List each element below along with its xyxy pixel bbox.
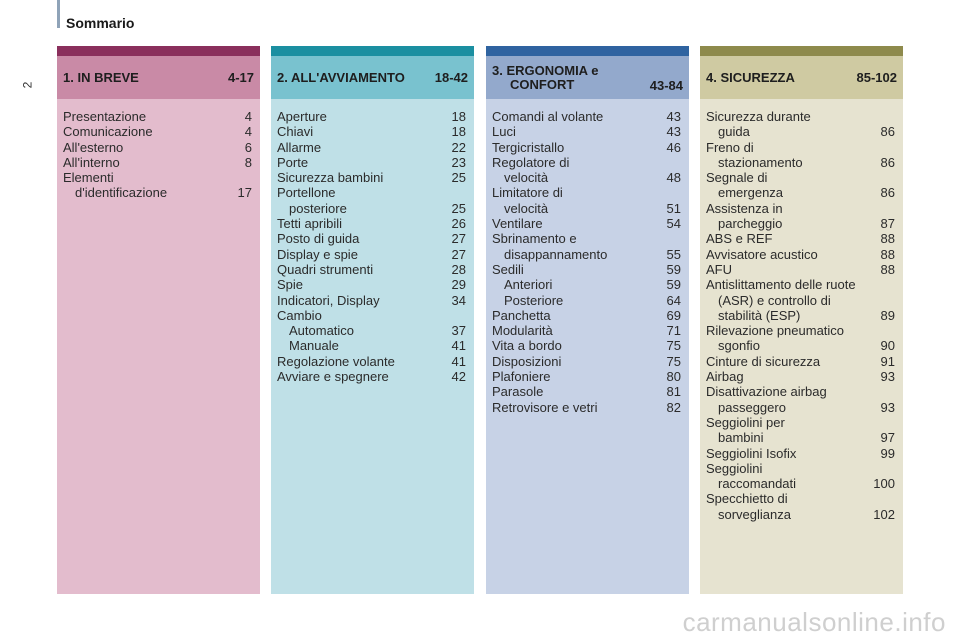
toc-entry-label: Spie <box>277 277 304 293</box>
toc-entry-label: Rilevazione pneumatico <box>706 323 845 339</box>
toc-entry-page: 99 <box>880 445 895 461</box>
section-header[interactable] <box>57 56 260 99</box>
toc-entry[interactable] <box>492 201 681 216</box>
toc-entry[interactable] <box>706 369 895 384</box>
section-title-line1: 3. ERGONOMIA e <box>492 62 599 78</box>
toc-entry-label: disappannamento <box>504 246 608 262</box>
toc-entry[interactable] <box>706 415 895 430</box>
toc-entry-label: Porte <box>277 154 309 170</box>
toc-entry-label: Presentazione <box>63 109 147 124</box>
toc-entry-label: sgonfio <box>718 338 760 354</box>
toc-entry-page <box>653 185 681 200</box>
toc-entry-page <box>438 185 466 200</box>
section-title: 1. IN BREVE <box>63 70 139 85</box>
section-color-strip <box>57 46 260 56</box>
toc-entry-label: ABS e REF <box>706 231 773 247</box>
toc-entry[interactable] <box>277 201 466 216</box>
toc-entry[interactable] <box>706 140 895 155</box>
toc-entry-label: Quadri strumenti <box>277 261 374 277</box>
section-page-range: 43-84 <box>649 78 683 93</box>
toc-entry-page: 18 <box>451 109 466 124</box>
toc-entry-page <box>867 293 895 308</box>
toc-entry-page: 25 <box>451 200 466 216</box>
toc-entry-label: Retrovisore e vetri <box>492 399 598 415</box>
toc-entry-label: Limitatore di <box>492 185 563 201</box>
toc-entry[interactable] <box>492 308 681 323</box>
section-title: 4. SICUREZZA <box>706 70 795 85</box>
toc-entry-page: 23 <box>451 154 466 170</box>
toc-entry-page: 55 <box>666 246 681 262</box>
toc-entry-page: 28 <box>451 261 466 277</box>
toc-entry[interactable] <box>706 491 895 506</box>
toc-entry[interactable] <box>277 109 466 124</box>
toc-entry-label: Elementi <box>63 170 114 186</box>
toc-entry[interactable] <box>492 369 681 384</box>
toc-entry-page: 42 <box>451 369 466 385</box>
toc-entry[interactable] <box>706 262 895 277</box>
toc-entry-page: 102 <box>873 506 895 522</box>
section-column-3 <box>486 46 689 594</box>
toc-entry-label: Panchetta <box>492 307 551 323</box>
toc-entry[interactable] <box>492 140 681 155</box>
toc-entry-page: 89 <box>880 307 895 323</box>
toc-entry-label: All'esterno <box>63 139 124 155</box>
toc-entry-label: stazionamento <box>718 154 803 170</box>
toc-entry-label: Disattivazione airbag <box>706 384 827 400</box>
toc-entry[interactable] <box>706 247 895 262</box>
section-entries <box>271 99 474 384</box>
toc-entry-page: 27 <box>451 246 466 262</box>
toc-entry[interactable] <box>706 507 895 522</box>
toc-entry-label: Seggiolini <box>706 460 763 476</box>
toc-entry[interactable] <box>492 262 681 277</box>
toc-entry-label: Display e spie <box>277 246 358 262</box>
toc-entry-label: Parasole <box>492 384 544 400</box>
toc-entry[interactable] <box>63 109 252 124</box>
toc-entry[interactable] <box>492 354 681 369</box>
toc-entry-label: Specchietto di <box>706 491 788 507</box>
toc-entry[interactable] <box>706 430 895 445</box>
toc-entry[interactable] <box>706 185 895 200</box>
toc-entry[interactable] <box>706 124 895 139</box>
toc-entry[interactable] <box>277 338 466 353</box>
toc-entry-page <box>224 170 252 185</box>
toc-entry-page <box>867 277 895 292</box>
toc-entry-page: 86 <box>880 124 895 140</box>
toc-entry-label: Cambio <box>277 307 322 323</box>
toc-entry-page <box>867 323 895 338</box>
toc-entry-label: Portellone <box>277 185 336 201</box>
toc-entry-label: Seggiolini per <box>706 414 785 430</box>
section-color-strip <box>271 46 474 56</box>
toc-entry-page <box>867 201 895 216</box>
toc-entry-page <box>867 461 895 476</box>
toc-entry-label: velocità <box>504 170 549 186</box>
toc-entry-page: 18 <box>451 124 466 140</box>
section-entries <box>57 99 260 201</box>
toc-entry-label: Anteriori <box>504 277 553 293</box>
toc-entry[interactable] <box>492 277 681 292</box>
toc-entry-page: 37 <box>451 323 466 339</box>
toc-entry-page: 41 <box>451 338 466 354</box>
toc-entry-label: bambini <box>718 430 764 446</box>
toc-entry-label: Sicurezza durante <box>706 109 811 124</box>
toc-entry-label: Comandi al volante <box>492 109 604 124</box>
toc-entry-label: Aperture <box>277 109 327 124</box>
toc-entry[interactable] <box>492 124 681 139</box>
toc-entry-page: 81 <box>666 384 681 400</box>
toc-entry[interactable] <box>277 308 466 323</box>
toc-entry[interactable] <box>706 384 895 399</box>
section-header[interactable] <box>486 56 689 99</box>
toc-entry[interactable] <box>63 124 252 139</box>
toc-entry-label: Freno di <box>706 139 754 155</box>
toc-entry-page: 59 <box>666 261 681 277</box>
toc-entry-page <box>438 308 466 323</box>
toc-entry[interactable] <box>492 185 681 200</box>
toc-entry-page: 17 <box>237 185 252 201</box>
page-number: 2 <box>20 81 35 89</box>
toc-entry[interactable] <box>277 323 466 338</box>
section-color-strip <box>700 46 903 56</box>
toc-entry[interactable] <box>277 170 466 185</box>
toc-entry-page: 22 <box>451 139 466 155</box>
toc-entry-page: 97 <box>880 430 895 446</box>
toc-entry-label: Automatico <box>289 323 355 339</box>
toc-entry-label: Comunicazione <box>63 124 153 140</box>
toc-entry[interactable] <box>706 277 895 292</box>
toc-entry-page: 80 <box>666 369 681 385</box>
toc-entry[interactable] <box>277 140 466 155</box>
toc-entry[interactable] <box>277 185 466 200</box>
toc-entry[interactable] <box>277 354 466 369</box>
toc-entry-page: 6 <box>244 139 252 155</box>
toc-entry-page: 54 <box>666 216 681 232</box>
toc-entry-page: 93 <box>880 399 895 415</box>
section-page-range: 18-42 <box>434 70 468 85</box>
toc-entry-page: 25 <box>451 170 466 186</box>
toc-entry-page <box>867 415 895 430</box>
toc-entry[interactable] <box>492 109 681 124</box>
section-column-1 <box>57 46 260 594</box>
toc-entry-page: 4 <box>244 109 252 124</box>
toc-entry[interactable] <box>492 323 681 338</box>
toc-entry-label: guida <box>718 124 750 140</box>
toc-entry-label: Plafoniere <box>492 369 551 385</box>
toc-entry-page: 4 <box>244 124 252 140</box>
toc-entry-page: 88 <box>880 246 895 262</box>
toc-entry-label: Sbrinamento e <box>492 231 577 247</box>
toc-entry[interactable] <box>706 354 895 369</box>
toc-entry-label: Tergicristallo <box>492 139 565 155</box>
toc-entry-label: Avvisatore acustico <box>706 246 818 262</box>
toc-entry[interactable] <box>492 384 681 399</box>
toc-entry-label: Allarme <box>277 139 322 155</box>
toc-entry-label: Airbag <box>706 369 744 385</box>
toc-entry-page: 75 <box>666 353 681 369</box>
toc-entry-page: 41 <box>451 353 466 369</box>
watermark: carmanualsonline.info <box>682 607 946 637</box>
toc-entry-label: Manuale <box>289 338 339 354</box>
toc-entry[interactable] <box>706 216 895 231</box>
toc-entry[interactable] <box>706 293 895 308</box>
toc-entry-page: 91 <box>880 353 895 369</box>
toc-entry[interactable] <box>277 247 466 262</box>
toc-entry[interactable] <box>706 446 895 461</box>
toc-entry-label: (ASR) e controllo di <box>718 292 831 308</box>
toc-entry-page: 71 <box>666 323 681 339</box>
toc-entry-label: sorveglianza <box>718 506 791 522</box>
toc-entry-label: Assistenza in <box>706 200 783 216</box>
toc-entry[interactable] <box>63 170 252 185</box>
toc-entry-label: Modularità <box>492 323 553 339</box>
toc-entry[interactable] <box>492 247 681 262</box>
toc-entry-label: Avviare e spegnere <box>277 369 389 385</box>
toc-entry-label: raccomandati <box>718 476 797 492</box>
section-title-line2: CONFORT <box>510 76 575 92</box>
toc-entry-page: 64 <box>666 292 681 308</box>
toc-entry-label: Posto di guida <box>277 231 360 247</box>
section-column-2 <box>271 46 474 594</box>
toc-entry[interactable] <box>277 155 466 170</box>
toc-entry[interactable] <box>492 155 681 170</box>
toc-entry[interactable] <box>63 155 252 170</box>
toc-entry-label: Vita a bordo <box>492 338 562 354</box>
toc-entry-label: Disposizioni <box>492 353 562 369</box>
toc-entry-page <box>653 155 681 170</box>
toc-entry-page: 90 <box>880 338 895 354</box>
toc-entry[interactable] <box>706 400 895 415</box>
toc-entry-page: 86 <box>880 185 895 201</box>
toc-entry[interactable] <box>706 476 895 491</box>
toc-entry-page: 29 <box>451 277 466 293</box>
page-title: Sommario <box>66 15 135 31</box>
toc-entry-label: Regolatore di <box>492 154 570 170</box>
toc-entry-page: 43 <box>666 109 681 124</box>
toc-entry-page: 8 <box>244 154 252 170</box>
toc-entry-label: Regolazione volante <box>277 353 395 369</box>
toc-entry-page: 27 <box>451 231 466 247</box>
toc-entry-page: 51 <box>666 200 681 216</box>
toc-entry-label: Seggiolini Isofix <box>706 445 797 461</box>
section-header[interactable] <box>271 56 474 99</box>
toc-entry-page: 100 <box>873 476 895 492</box>
toc-entry-label: parcheggio <box>718 216 783 232</box>
section-header[interactable] <box>700 56 903 99</box>
toc-entry-page: 43 <box>666 124 681 140</box>
toc-entry-page: 93 <box>880 369 895 385</box>
toc-entry-label: Sedili <box>492 261 524 277</box>
toc-entry-label: Segnale di <box>706 170 768 186</box>
toc-entry[interactable] <box>277 124 466 139</box>
toc-entry-label: All'interno <box>63 154 120 170</box>
toc-entry[interactable] <box>277 369 466 384</box>
section-entries <box>486 99 689 415</box>
toc-entry-page: 26 <box>451 216 466 232</box>
toc-entry[interactable] <box>277 277 466 292</box>
toc-entry[interactable] <box>706 308 895 323</box>
toc-entry[interactable] <box>492 216 681 231</box>
section-page-range: 85-102 <box>856 70 897 85</box>
section-column-4 <box>700 46 903 594</box>
toc-entry-page: 48 <box>666 170 681 186</box>
toc-entry[interactable] <box>492 400 681 415</box>
toc-entry-label: Ventilare <box>492 216 543 232</box>
toc-entry-label: AFU <box>706 261 732 277</box>
toc-entry-page: 82 <box>666 399 681 415</box>
toc-entry-page: 87 <box>880 216 895 232</box>
toc-entry[interactable] <box>63 185 252 200</box>
toc-entry[interactable] <box>492 338 681 353</box>
toc-entry-page: 75 <box>666 338 681 354</box>
toc-entry-label: emergenza <box>718 185 784 201</box>
toc-entry-page: 86 <box>880 154 895 170</box>
toc-entry[interactable] <box>277 231 466 246</box>
toc-entry[interactable] <box>277 262 466 277</box>
toc-entry-label: Indicatori, Display <box>277 292 380 308</box>
toc-entry-page: 46 <box>666 139 681 155</box>
toc-entry[interactable] <box>277 216 466 231</box>
toc-entry-label: Luci <box>492 124 516 140</box>
toc-entry-page: 88 <box>880 261 895 277</box>
toc-entry[interactable] <box>706 155 895 170</box>
toc-entry-page <box>867 170 895 185</box>
toc-entry-label: velocità <box>504 200 549 216</box>
toc-entry-page <box>867 491 895 506</box>
toc-entry[interactable] <box>706 323 895 338</box>
section-entries <box>700 99 903 522</box>
toc-entry-page: 88 <box>880 231 895 247</box>
toc-entry[interactable] <box>277 293 466 308</box>
toc-entry-page <box>653 231 681 246</box>
toc-entry-label: Antislittamento delle ruote <box>706 277 856 293</box>
toc-entry[interactable] <box>492 170 681 185</box>
toc-entry-page <box>867 109 895 124</box>
toc-entry[interactable] <box>492 231 681 246</box>
toc-entry[interactable] <box>492 293 681 308</box>
toc-entry-page: 59 <box>666 277 681 293</box>
toc-entry-label: passeggero <box>718 399 786 415</box>
section-color-strip <box>486 46 689 56</box>
toc-entry-page <box>867 384 895 399</box>
toc-entry[interactable] <box>706 338 895 353</box>
toc-entry-label: Posteriore <box>504 292 564 308</box>
section-title: 2. ALL'AVVIAMENTO <box>277 70 405 85</box>
header-accent-bar <box>57 0 60 28</box>
toc-entry-page: 34 <box>451 292 466 308</box>
toc-entry[interactable] <box>706 461 895 476</box>
toc-entry-label: posteriore <box>289 200 347 216</box>
toc-entry[interactable] <box>706 109 895 124</box>
toc-entry-page: 69 <box>666 307 681 323</box>
toc-entry-page <box>867 140 895 155</box>
toc-entry-label: Cinture di sicurezza <box>706 353 821 369</box>
toc-entry-label: stabilità (ESP) <box>718 307 801 323</box>
toc-entry[interactable] <box>706 231 895 246</box>
toc-entry-label: Sicurezza bambini <box>277 170 384 186</box>
toc-entry-label: Chiavi <box>277 124 314 140</box>
section-page-range: 4-17 <box>227 70 254 85</box>
toc-entry-label: Tetti apribili <box>277 216 343 232</box>
toc-entry-label: d'identificazione <box>75 185 168 201</box>
section-title <box>492 64 650 92</box>
toc-entry[interactable] <box>63 140 252 155</box>
toc-entry[interactable] <box>706 201 895 216</box>
toc-entry[interactable] <box>706 170 895 185</box>
